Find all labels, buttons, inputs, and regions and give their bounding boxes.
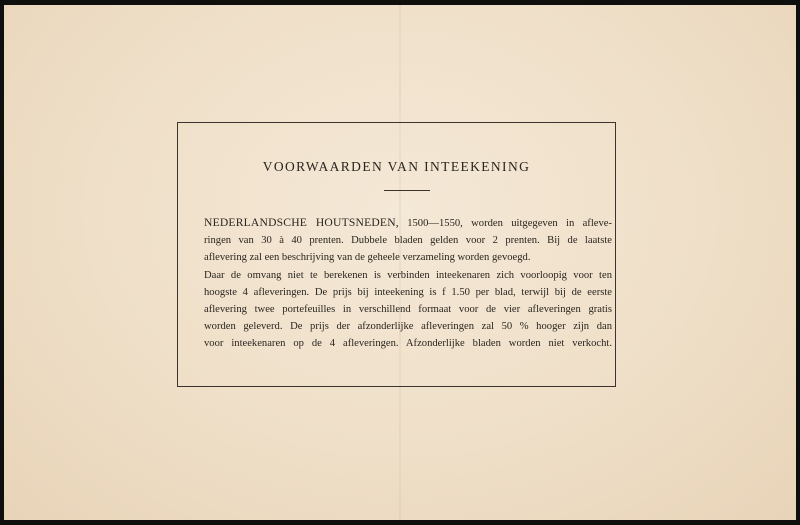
body-line-8: voor inteekenaren op de 4 afleveringen. Afzonderlijke bladen worden niet verkocht. xyxy=(204,338,612,350)
body-line-2: ringen van 30 à 40 prenten. Dubbele bladen gelden voor 2 prenten. Bij de laatste xyxy=(204,235,612,247)
body-line-1 xyxy=(204,214,612,232)
notice-title: VOORWAARDEN VAN INTEEKENING xyxy=(262,159,531,174)
title-divider xyxy=(384,190,430,191)
body-line-4: Daar de omvang niet te berekenen is verbinden inteekenaren zich voorloopig voor ten xyxy=(204,269,612,281)
notice-frame xyxy=(177,122,616,387)
body-line-5: hoogste 4 afleveringen. De prijs bij inteekening is f 1.50 per blad, terwijl bij de eerste xyxy=(204,286,612,298)
notice-body xyxy=(204,214,612,353)
body-line-3: aflevering zal een beschrijving van de geheele verzameling worden gevoegd. xyxy=(204,252,531,264)
paper-sheet xyxy=(4,5,796,520)
lead-text: NEDERLANDSCHE HOUTSNEDEN, xyxy=(204,216,399,229)
body-line-7: worden geleverd. De prijs der afzonderlijke afleveringen zal 50 % hooger zijn dan xyxy=(204,321,612,333)
body-line-1-rest: 1500—1550, worden uitgegeven in afleve- xyxy=(398,218,612,229)
body-line-6: aflevering twee portefeuilles in verschillend formaat voor de vier afleveringen gratis xyxy=(204,304,612,316)
